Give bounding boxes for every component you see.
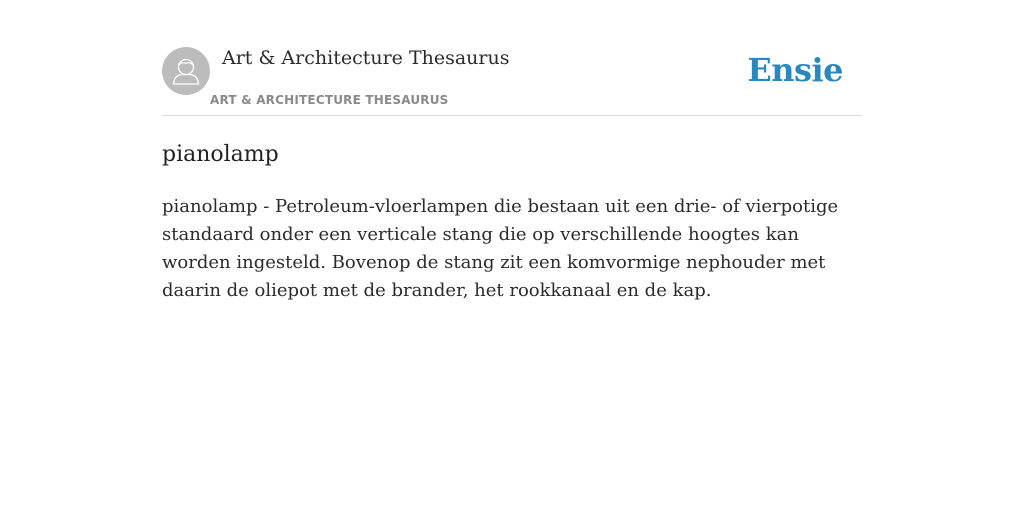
author-source[interactable]: ART & ARCHITECTURE THESAURUS <box>210 93 449 107</box>
author-name[interactable]: Art & Architecture Thesaurus <box>222 47 510 69</box>
avatar[interactable] <box>162 47 210 95</box>
entry-card <box>162 46 862 301</box>
term-definition: pianolamp - Petroleum-vloerlampen die bestaan uit een drie- of vierpotige standaard onder een verticale stang die op verschillende hoogtes kan worden ingesteld. Bovenop de stang zit een komvormige nephouder met daarin de oliepot met de brander, het rookkanaal en de kap. <box>162 196 839 301</box>
term-title: pianolamp <box>162 142 279 167</box>
brand-logo[interactable]: Ensie <box>747 51 843 89</box>
entry-header <box>162 46 862 116</box>
user-icon <box>162 47 210 95</box>
